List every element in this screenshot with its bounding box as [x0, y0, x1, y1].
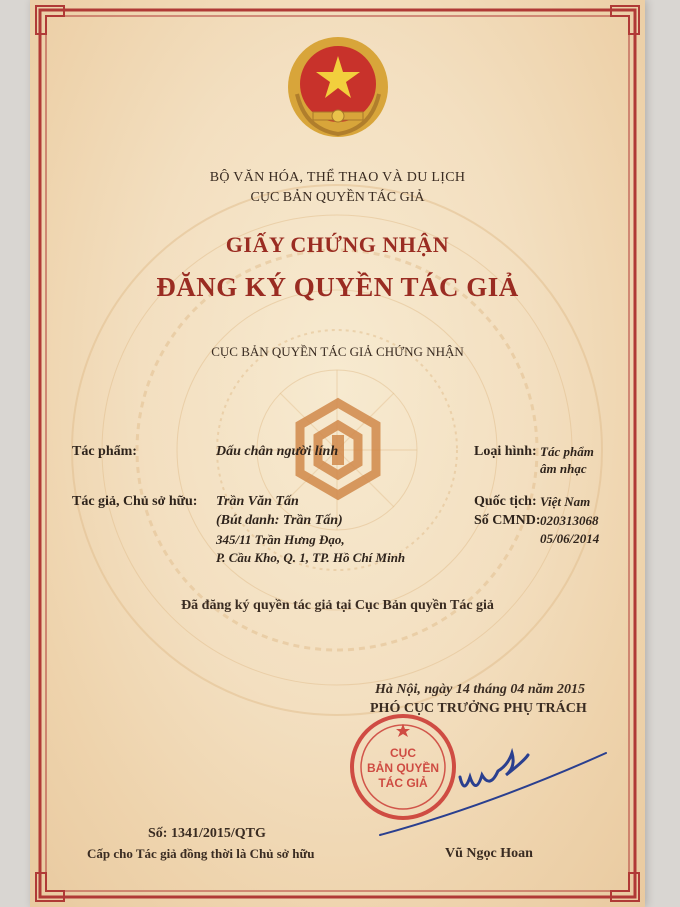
id-card-date: 05/06/2014: [540, 531, 600, 546]
id-card-label: Số CMND:: [474, 513, 541, 528]
work-value: Dấu chân người lính: [216, 444, 339, 459]
id-card-number: 020313068: [540, 513, 599, 528]
national-emblem-icon: [285, 34, 391, 140]
registration-statement: Đã đăng ký quyền tác giả tại Cục Bản quyền Tác giả: [181, 598, 494, 613]
certifies-heading: CỤC BẢN QUYỀN TÁC GIẢ CHỨNG NHẬN: [211, 344, 464, 359]
type-label: Loại hình:: [474, 444, 537, 459]
author-name: Trần Văn Tấn: [216, 494, 299, 509]
department-name: CỤC BẢN QUYỀN TÁC GIẢ: [250, 190, 425, 205]
place-and-date: Hà Nội, ngày 14 tháng 04 năm 2015: [375, 682, 586, 697]
seal-text-line3: TÁC GIẢ: [378, 776, 428, 790]
handwritten-signature: [370, 735, 610, 845]
nationality-value: Việt Nam: [540, 494, 591, 509]
author-label: Tác giả, Chủ sở hữu:: [72, 494, 198, 509]
author-address-line1: 345/11 Trần Hưng Đạo,: [216, 532, 345, 547]
work-label: Tác phẩm:: [72, 444, 137, 459]
ministry-name: BỘ VĂN HÓA, THỂ THAO VÀ DU LỊCH: [209, 170, 466, 185]
author-pen-name: (Bút danh: Trần Tấn): [216, 513, 343, 528]
author-address-line2: P. Cầu Kho, Q. 1, TP. Hồ Chí Minh: [216, 550, 406, 565]
signer-position: PHÓ CỤC TRƯỞNG PHỤ TRÁCH: [370, 701, 587, 716]
certificate-paper: [30, 0, 645, 907]
seal-text-line1: CỤC: [390, 746, 416, 760]
signer-name: Vũ Ngọc Hoan: [445, 846, 533, 861]
certificate-number: Số: 1341/2015/QTG: [148, 826, 266, 841]
certificate-subtitle: ĐĂNG KÝ QUYỀN TÁC GIẢ: [156, 272, 519, 302]
nationality-label: Quốc tịch:: [474, 494, 537, 509]
type-value-line1: Tác phẩm: [540, 444, 594, 459]
issued-to-note: Cấp cho Tác giả đồng thời là Chủ sở hữu: [87, 846, 315, 861]
type-value-line2: âm nhạc: [540, 461, 587, 476]
seal-text-line2: BẢN QUYỀN: [366, 761, 439, 775]
certificate-title: GIẤY CHỨNG NHẬN: [225, 232, 450, 257]
